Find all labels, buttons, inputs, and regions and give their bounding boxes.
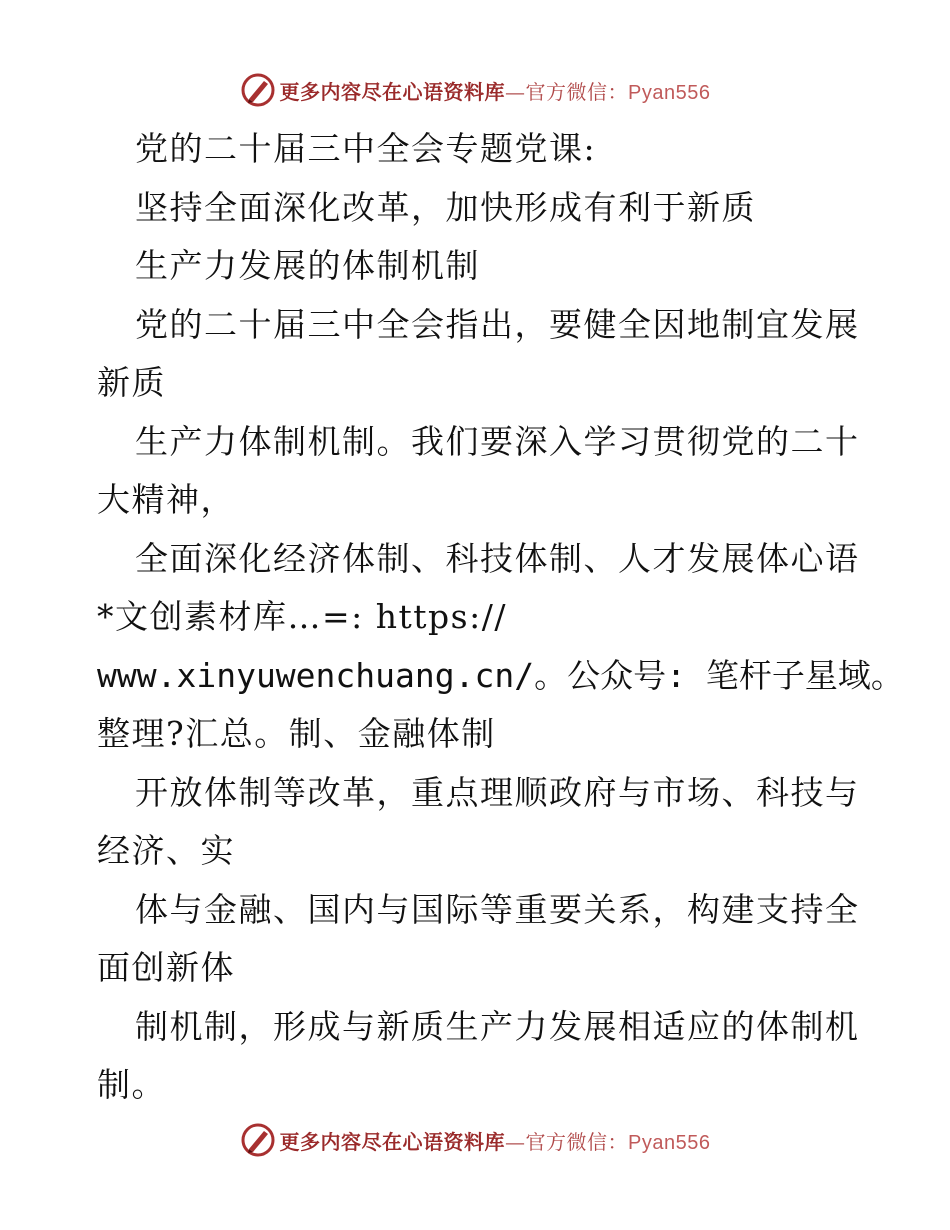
text-line: 坚持全面深化改革，加快形成有利于新质 (135, 187, 756, 227)
banner-text (280, 1126, 711, 1155)
text-line: 制机制，形成与新质生产力发展相适应的体制机 (135, 1006, 860, 1046)
text-line: 大精神， (97, 480, 235, 519)
footer-banner (0, 1120, 950, 1160)
text-line: 整理?汇总。制、金融体制 (97, 714, 496, 753)
text-line: 体与金融、国内与国际等重要关系，构建支持全 (135, 889, 860, 929)
text-line: 新质 (97, 363, 166, 402)
text-line: *文创素材库…=: https:// (97, 597, 507, 636)
pen-circle-icon (240, 72, 276, 108)
banner-wechat-label: 官方微信： (525, 1129, 629, 1154)
text-line: 党的二十届三中全会指出，要健全因地制宜发展 (135, 304, 860, 344)
document-body (97, 120, 904, 1115)
banner-wechat-label: 官方微信： (525, 79, 629, 104)
text-line: 生产力发展的体制机制 (135, 246, 480, 285)
text-line: 经济、实 (97, 831, 235, 870)
text-line: 面创新体 (97, 948, 235, 987)
header-banner (0, 70, 950, 110)
banner-separator: — (505, 1129, 526, 1154)
text-line: 党的二十届三中全会专题党课: (135, 129, 597, 168)
banner-wechat-id: Pyan556 (628, 1131, 711, 1154)
banner-wechat-id: Pyan556 (628, 81, 711, 104)
pen-circle-icon (240, 1122, 276, 1158)
text-line: 开放体制等改革，重点理顺政府与市场、科技与 (135, 772, 860, 812)
text-line-url: www.xinyuwenchuang.cn/。公众号: 笔杆子星域。 (97, 655, 904, 695)
text-line: 制。 (97, 1065, 166, 1104)
banner-brand: 更多内容尽在心语资料库 (279, 79, 506, 104)
text-line: 生产力体制机制。我们要深入学习贯彻党的二十 (135, 421, 860, 461)
banner-brand: 更多内容尽在心语资料库 (279, 1129, 506, 1154)
text-line: 全面深化经济体制、科技体制、人才发展体心语 (135, 538, 860, 578)
banner-text (280, 76, 711, 105)
banner-separator: — (505, 79, 526, 104)
